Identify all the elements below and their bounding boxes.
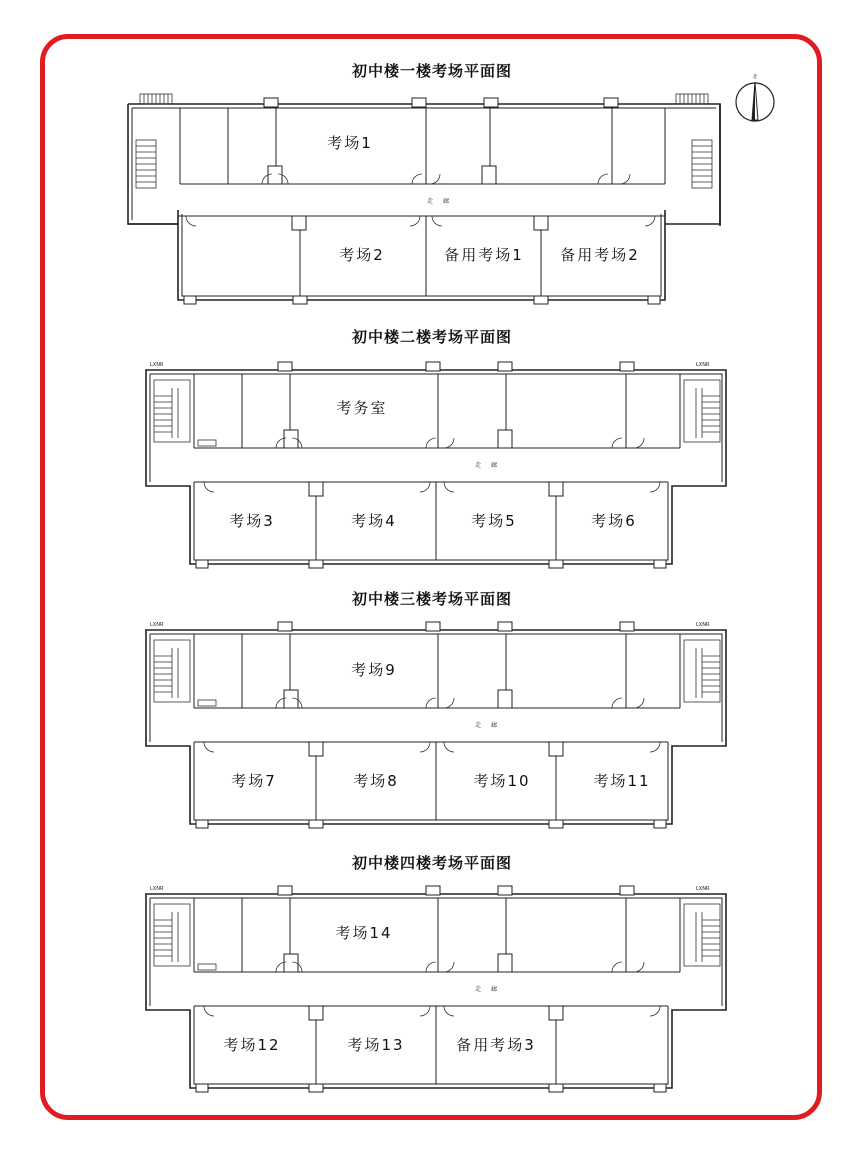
floor-4-room-label: 考场13 bbox=[347, 1036, 405, 1054]
floor-2-room-label: 考场5 bbox=[471, 512, 517, 530]
svg-text:LXNR: LXNR bbox=[150, 622, 164, 628]
floor-2-title: 初中楼二楼考场平面图 bbox=[351, 328, 512, 346]
floor-2-room-label: 考务室 bbox=[336, 399, 388, 417]
svg-text:LXNR: LXNR bbox=[696, 886, 710, 892]
floor-3-room-label: 考场9 bbox=[351, 661, 397, 679]
compass-north-label: 北 bbox=[752, 74, 758, 80]
floor-3-plan bbox=[0, 614, 864, 834]
floor-4-plan bbox=[0, 878, 864, 1098]
floor-3-corridor-label: 走 廊 bbox=[475, 722, 501, 729]
floor-2-corridor-label: 走 廊 bbox=[475, 462, 501, 469]
svg-text:LXNR: LXNR bbox=[696, 622, 710, 628]
floor-3-room-label: 考场7 bbox=[231, 772, 277, 790]
floor-1-title: 初中楼一楼考场平面图 bbox=[351, 62, 512, 80]
svg-text:LXNR: LXNR bbox=[150, 886, 164, 892]
floor-3-room-label: 考场10 bbox=[473, 772, 531, 790]
floor-1-room-label: 备用考场2 bbox=[560, 246, 640, 264]
floor-3-title: 初中楼三楼考场平面图 bbox=[351, 590, 512, 608]
svg-text:LXNR: LXNR bbox=[150, 362, 164, 368]
floor-4-title: 初中楼四楼考场平面图 bbox=[351, 854, 512, 872]
floor-1-room-label: 考场1 bbox=[327, 134, 373, 152]
floor-1-room-label: 考场2 bbox=[339, 246, 385, 264]
floor-1-corridor-label: 走 廊 bbox=[427, 198, 453, 205]
floor-3-room-label: 考场11 bbox=[593, 772, 651, 790]
floor-4-room-label: 备用考场3 bbox=[456, 1036, 536, 1054]
floor-3-room-label: 考场8 bbox=[353, 772, 399, 790]
svg-text:LXNR: LXNR bbox=[696, 362, 710, 368]
floor-4-room-label: 考场14 bbox=[335, 924, 393, 942]
floor-1-room-label: 备用考场1 bbox=[444, 246, 524, 264]
floor-2-room-label: 考场4 bbox=[351, 512, 397, 530]
floor-4-corridor-label: 走 廊 bbox=[475, 986, 501, 993]
floor-2-plan bbox=[0, 352, 864, 572]
floor-1-plan bbox=[0, 88, 864, 308]
floor-2-room-label: 考场6 bbox=[591, 512, 637, 530]
floor-4-room-label: 考场12 bbox=[223, 1036, 281, 1054]
floor-2-room-label: 考场3 bbox=[229, 512, 275, 530]
